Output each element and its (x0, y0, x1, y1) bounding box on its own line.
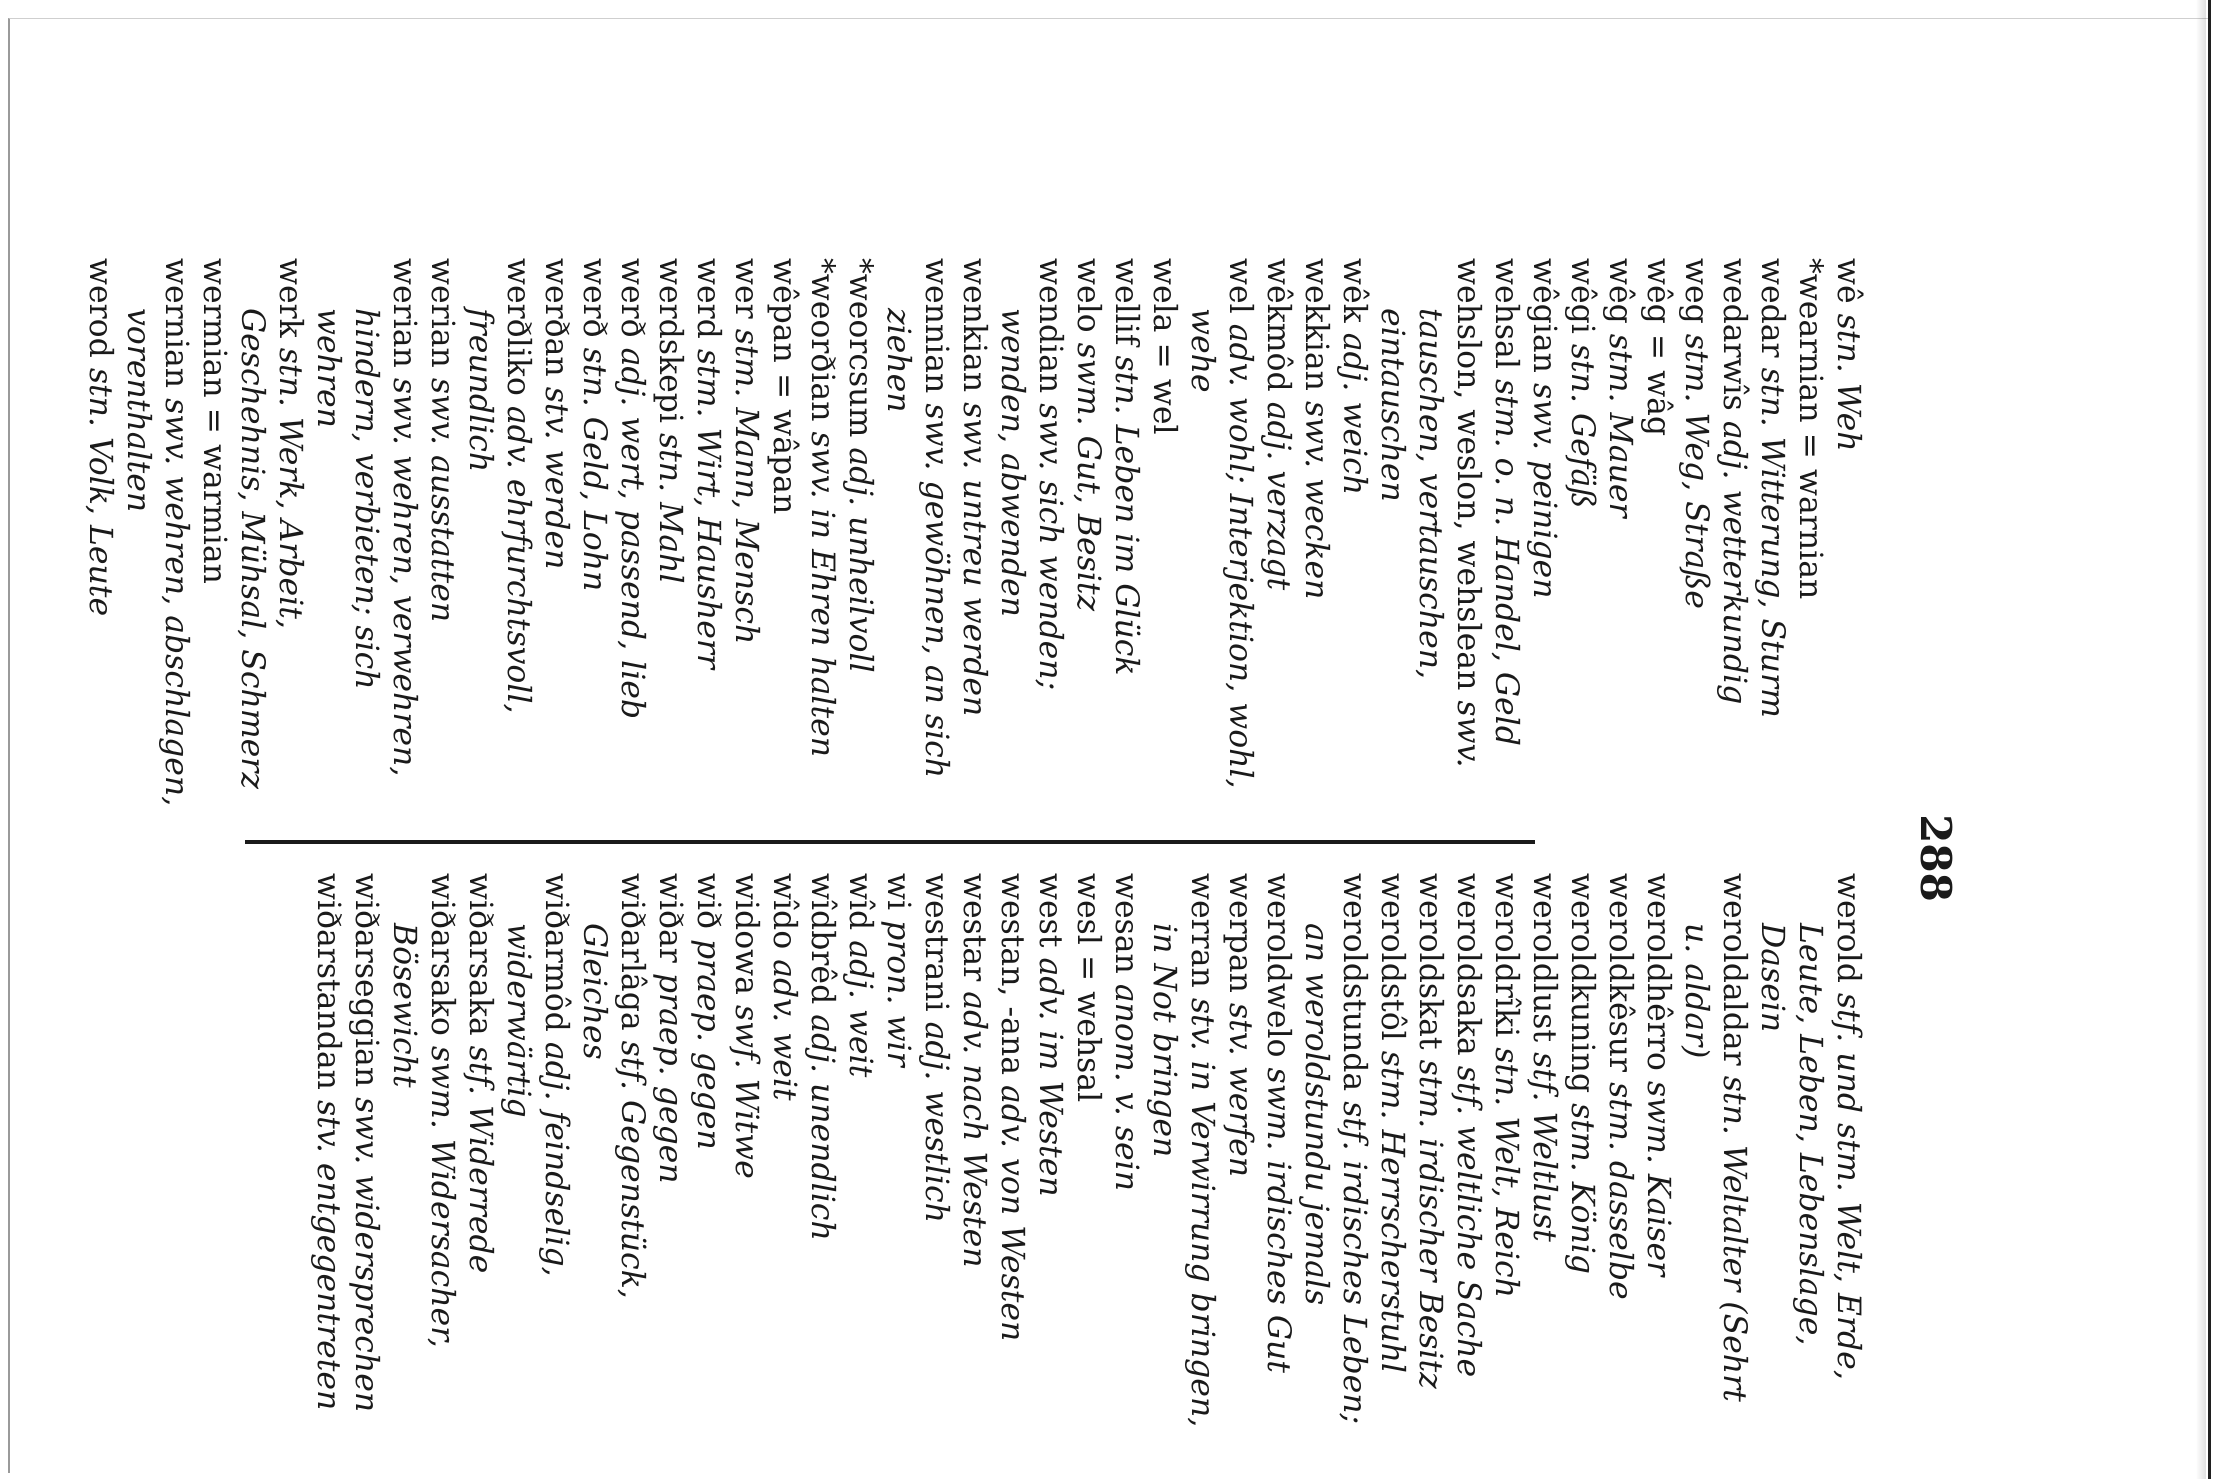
gloss: stm. o. n. Handel, Geld (1488, 378, 1524, 746)
headword: weg (1678, 258, 1714, 334)
gloss: adj. westlich (918, 1021, 954, 1223)
headword: wêgian (1526, 258, 1562, 383)
glossary-entry (1145, 873, 1221, 1433)
glossary-entry (1297, 258, 1335, 818)
glossary-entry (309, 258, 423, 818)
glossary-entry (841, 873, 879, 1433)
glossary-entry (803, 258, 841, 818)
glossary-entry (879, 873, 917, 1433)
glossary-entry (1069, 258, 1107, 818)
glossary-entry (119, 258, 195, 818)
gloss: stn. Welt, Reich (1488, 1047, 1524, 1298)
glossary-entry (1715, 258, 1753, 818)
headword: wedar (1754, 258, 1790, 368)
page-number: 288 (1911, 814, 1960, 902)
glossary-entry (1677, 258, 1715, 818)
gloss: swm. Widersacher, Bösewicht (386, 923, 460, 1348)
glossary-entry (1411, 873, 1449, 1433)
headword: wesl = wehsal (1070, 873, 1106, 1103)
gloss: stv. in Verwirrung bringen, in Not bringen (1146, 923, 1220, 1428)
headword: westrani (918, 873, 954, 1022)
gloss: stn. Leben im Glück (1108, 355, 1144, 676)
gloss: stm. Weg, Straße (1678, 333, 1714, 609)
book-page (82, 258, 1965, 1458)
gloss: stn. Geld, Lohn (576, 347, 612, 592)
gloss: adj. wert, passend, lieb (614, 347, 650, 720)
headword: wiðarsako (424, 873, 460, 1046)
gloss: adj. verzagt (1260, 401, 1296, 591)
gloss: adj. unheilvoll (842, 447, 878, 673)
gloss: swv. sich wenden; wenden, abwenden (994, 308, 1068, 691)
headword: wêk (1336, 258, 1372, 333)
gloss: stv. werden (538, 386, 574, 570)
headword: westar (956, 873, 992, 992)
glossary-entry (1145, 258, 1183, 818)
headword: weroldrîki (1488, 873, 1524, 1048)
headword: weroldstunda (1336, 873, 1372, 1102)
glossary-entry (1563, 258, 1601, 818)
glossary-entry (1107, 258, 1145, 818)
gloss: stn. Werk, Arbeit, Geschehnis, Mühsal, Schmerz (234, 308, 308, 789)
headword: wehsal (1488, 258, 1524, 379)
gloss: stn. Mahl (652, 432, 688, 584)
gloss: praep. gegen (690, 939, 726, 1150)
glossary-entry (1639, 873, 1677, 1433)
headword: wiðarlâga (614, 873, 650, 1041)
glossary-entry (651, 873, 689, 1433)
glossary-entry (1221, 873, 1259, 1433)
headword: werð (576, 258, 612, 348)
headword: weroldhêrro (1640, 873, 1676, 1081)
gloss: swm. irdisches Gut (1260, 1067, 1296, 1373)
gloss: stm. Herrscherstuhl (1374, 1050, 1410, 1373)
glossary-entry (461, 873, 499, 1433)
glossary-entry (689, 258, 727, 818)
gloss: swf. Witwe (728, 1004, 764, 1179)
gloss: adv. nach Westen (956, 991, 992, 1268)
gloss: stv. werfen (1222, 1002, 1258, 1178)
glossary-entry (1297, 873, 1373, 1433)
gloss: stm. Wirt, Hausherr (690, 348, 726, 669)
headword: westan, -ana (994, 873, 1030, 1086)
glossary-entry (575, 873, 651, 1433)
headword: werdskepi (652, 258, 688, 433)
gloss: stm. irdischer Besitz (1412, 1059, 1448, 1389)
glossary-entry (461, 258, 537, 818)
gloss: swm. Gut, Besitz (1070, 342, 1106, 612)
headword: wekkian (1298, 258, 1334, 401)
gloss: stf. und stm. Welt, Erde, Leute, Leben, Lebenslage, Dasein (1754, 923, 1866, 1380)
gloss: adj. weit (842, 940, 878, 1078)
headword: wiðarstandan (310, 873, 346, 1100)
scan-edge (2208, 0, 2211, 1479)
glossary-entry (1753, 873, 1867, 1433)
glossary-entry (1259, 873, 1297, 1433)
glossary-entry (651, 258, 689, 818)
glossary-entry (1259, 258, 1297, 818)
headword: west (1032, 873, 1068, 958)
headword: wennian (918, 258, 954, 404)
gloss: stn. Gefäß (1564, 343, 1600, 509)
glossary-entry (1525, 258, 1563, 818)
headword: wenkian (956, 258, 992, 403)
headword: wêg = wâg (1640, 258, 1676, 437)
gloss: swv. wehren, abschlagen, vorenthalten (120, 308, 194, 807)
gloss: swv. gewöhnen, an sich ziehen (880, 308, 954, 779)
glossary-entry (1677, 873, 1753, 1433)
glossary-entry (689, 873, 727, 1433)
headword: werðan (538, 258, 574, 387)
gloss: swv. ausstatten (424, 377, 460, 623)
glossary-entry (575, 258, 613, 818)
headword: werpan (1222, 873, 1258, 1003)
headword: weroldsaka (1450, 873, 1486, 1066)
gloss: stm. Mann, Mensch (728, 328, 764, 645)
headword: *wearnian = warnian (1792, 258, 1828, 600)
glossary-entry (499, 873, 575, 1433)
headword: wê (1830, 258, 1866, 314)
glossary-entry (1601, 873, 1639, 1433)
glossary-entry (727, 258, 765, 818)
gloss: swv. widersprechen (348, 1097, 384, 1413)
headword: wið (690, 873, 726, 940)
glossary-entry (841, 258, 879, 818)
gloss: praep. gegen (652, 972, 688, 1184)
headword: widowa (728, 873, 764, 1005)
glossary-entry (1601, 258, 1639, 818)
glossary-entry (727, 873, 765, 1433)
gloss: stv. entgegentreten (310, 1099, 346, 1411)
headword: wêgi (1564, 258, 1600, 344)
gloss: swv. tauschen, vertauschen, eintauschen (1374, 308, 1486, 768)
headword: wernian (158, 258, 194, 399)
headword: wel (1222, 258, 1258, 324)
headword: weroldkuning (1564, 873, 1600, 1104)
glossary-entry (1487, 873, 1525, 1433)
headword: wiðarmôd (538, 873, 574, 1042)
gloss: stf. Widerrede (462, 1045, 498, 1274)
glossary-entry (993, 258, 1069, 818)
headword: werd (690, 258, 726, 349)
headword: weroldkêsur (1602, 873, 1638, 1083)
scan-shadow (2196, 0, 2206, 1479)
gloss: stm. Mauer (1602, 333, 1638, 518)
glossary-entry (309, 873, 347, 1433)
headword: wendian (1032, 258, 1068, 404)
gloss: stf. weltliche Sache (1450, 1065, 1486, 1378)
glossary-entry (1753, 258, 1791, 818)
headword: werran (1184, 873, 1220, 998)
glossary-entry (1183, 258, 1259, 818)
gloss: anom. v. sein (1108, 983, 1144, 1192)
gloss: stf. Weltlust (1526, 1052, 1562, 1242)
glossary-entry (195, 258, 233, 818)
gloss: adv. ehrfurchtsvoll, freundlich (462, 308, 536, 714)
headword: wîd (842, 873, 878, 941)
glossary-entry (803, 873, 841, 1433)
headword: wedarwîs (1716, 258, 1752, 421)
headword: weroldskat (1412, 873, 1448, 1060)
headword: wêg (1602, 258, 1638, 334)
headword: werod (82, 258, 118, 368)
glossary-entry (1639, 258, 1677, 818)
headword: wiðar (652, 873, 688, 973)
glossary-entry (879, 258, 955, 818)
headword: werian (424, 258, 460, 378)
headword: wermian = warmian (196, 258, 232, 584)
headword: wer (728, 258, 764, 329)
headword: werðliko (500, 258, 536, 406)
gloss: adj. wetterkundig (1716, 420, 1752, 705)
headword: weroldaldar (1716, 873, 1752, 1076)
headword: wehslon, weslon, wehslean (1450, 258, 1486, 701)
column-divider (245, 840, 1535, 844)
headword: werold (1830, 873, 1866, 993)
glossary-column-right (309, 873, 1867, 1433)
headword: wesan (1108, 873, 1144, 984)
headword: werk (272, 258, 308, 348)
glossary-entry (765, 258, 803, 818)
glossary-entry (1373, 873, 1411, 1433)
gloss: stn. Weh (1830, 313, 1866, 452)
gloss: stm. dasselbe (1602, 1082, 1638, 1300)
headword: werð (614, 258, 650, 348)
glossary-entry (955, 258, 993, 818)
gloss: stf. irdisches Leben; an weroldstundu jemals (1298, 923, 1372, 1425)
gloss: stn. Witterung, Sturm (1754, 367, 1790, 718)
glossary-entry (1069, 873, 1107, 1433)
gloss: swv. wehren, verwehren, hindern, verbieten; sich wehren (310, 308, 422, 777)
gloss: adv. wohl; Interjektion, wohl, wehe (1184, 308, 1258, 789)
gloss: stn. Volk, Leute (82, 367, 118, 617)
gloss: adv. im Westen (1032, 957, 1068, 1197)
glossary-entry (1563, 873, 1601, 1433)
gloss: stf. Gegenstück, Gleiches (576, 923, 650, 1299)
gloss: adj. unendlich (804, 1014, 840, 1241)
glossary-entry (1449, 873, 1487, 1433)
glossary-entry (1107, 873, 1145, 1433)
glossary-entry (1373, 258, 1487, 818)
headword: *weorcsum (842, 258, 878, 448)
gloss: stn. Weltalter (Sehrt u. aldar) (1678, 923, 1752, 1402)
gloss: adj. weich (1336, 332, 1372, 496)
headword: weroldstôl (1374, 873, 1410, 1051)
headword: weroldlust (1526, 873, 1562, 1053)
glossary-entry (1525, 873, 1563, 1433)
gloss: swm. Kaiser (1640, 1080, 1676, 1277)
headword: wêpan = wâpan (766, 258, 802, 515)
glossary-entry (423, 258, 461, 818)
gloss: swv. peinigen (1526, 382, 1562, 599)
headword: wiðarseggian (348, 873, 384, 1098)
glossary-entry (1031, 873, 1069, 1433)
headword: welo (1070, 258, 1106, 343)
glossary-entry (1829, 258, 1867, 818)
gloss: swv. in Ehren halten (804, 431, 840, 758)
headword: wêkmôd (1260, 258, 1296, 402)
gloss: adv. von Westen (994, 1085, 1030, 1342)
glossary-entry (917, 873, 955, 1433)
gloss: swv. wecken (1298, 400, 1334, 600)
glossary-entry (1487, 258, 1525, 818)
glossary-entry (347, 873, 385, 1433)
gloss: adv. weit (766, 959, 802, 1101)
headword: wi (880, 873, 916, 921)
glossary-entry (1791, 258, 1829, 818)
headword: wellif (1108, 258, 1144, 356)
glossary-entry (613, 258, 651, 818)
headword: wîdbrêd (804, 873, 840, 1015)
headword: wîdo (766, 873, 802, 960)
glossary-entry (385, 873, 461, 1433)
gloss: adj. feindselig, widerwärtig (500, 923, 574, 1277)
gloss: stm. König (1564, 1103, 1600, 1274)
glossary-entry (993, 873, 1031, 1433)
headword: wela = wel (1146, 258, 1182, 435)
gloss: pron. wir (880, 920, 916, 1067)
glossary-entry (81, 258, 119, 818)
glossary-entry (765, 873, 803, 1433)
headword: *weorðian (804, 258, 840, 432)
headword: werian (386, 258, 422, 378)
glossary-entry (955, 873, 993, 1433)
glossary-column-left (81, 258, 1867, 818)
glossary-entry (537, 258, 575, 818)
headword: weroldwelo (1260, 873, 1296, 1068)
glossary-entry (1335, 258, 1373, 818)
gloss: swv. untreu werden (956, 402, 992, 717)
glossary-entry (233, 258, 309, 818)
headword: wiðarsaka (462, 873, 498, 1046)
